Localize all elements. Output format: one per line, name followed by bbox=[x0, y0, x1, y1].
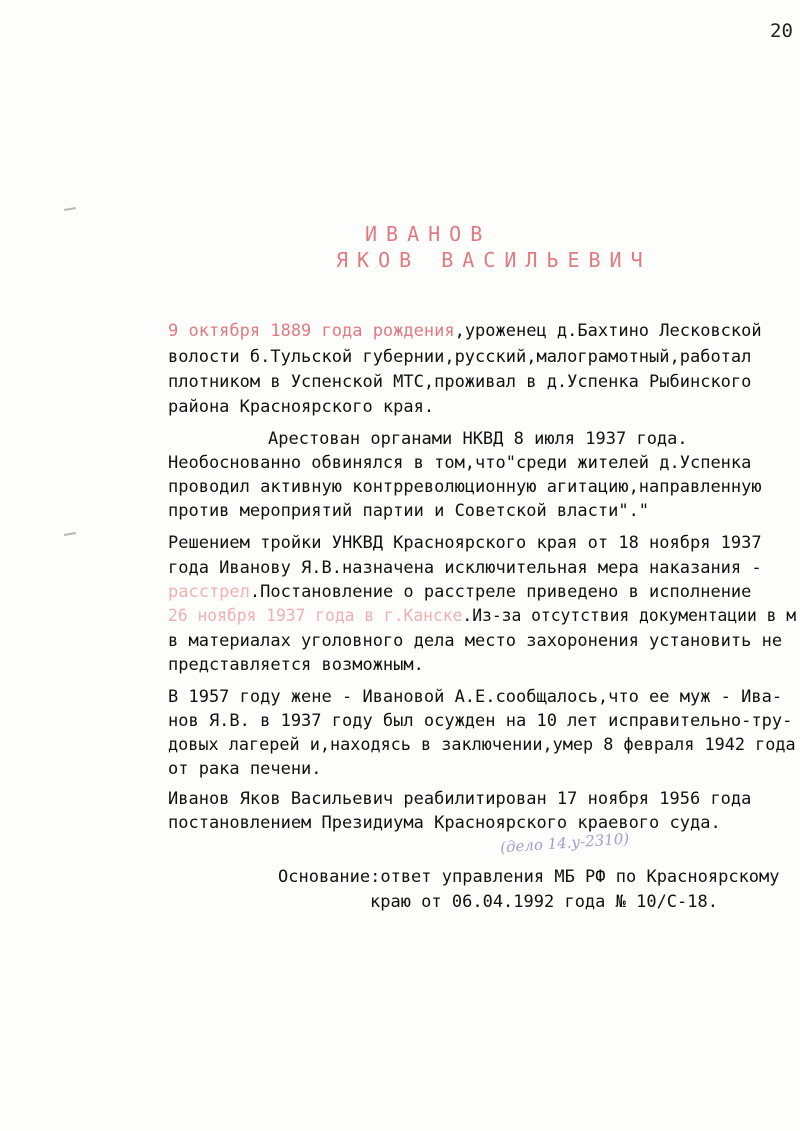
text-line: постановлением Президиума Красноярского краевого суда. bbox=[168, 813, 721, 833]
text-line: Решением тройки УНКВД Красноярского края от 18 ноября 1937 bbox=[168, 533, 762, 553]
text-line: против мероприятий партии и Советской власти"." bbox=[168, 501, 650, 521]
text-line: проводил активную контрреволюционную агитацию,направленную bbox=[168, 477, 762, 497]
basis-line: краю от 06.04.1992 года № 10/С-18. bbox=[370, 892, 718, 912]
text-line: Необоснованно обвинялся в том,что"среди жителей д.Успенка bbox=[168, 453, 752, 473]
margin-mark bbox=[64, 532, 76, 536]
execution-date-line bbox=[168, 605, 796, 627]
handwritten-case-number: (дело 14.у-2310) bbox=[499, 829, 630, 857]
sentence-line bbox=[168, 581, 751, 603]
execution-text: .Постановление о расстреле приведено в исполнение bbox=[249, 582, 752, 602]
person-first-and-patronymic: ЯКОВ ВАСИЛЬЕВИЧ bbox=[336, 248, 652, 272]
birth-date: 9 октября 1889 года рождения bbox=[168, 321, 455, 341]
text-line: довых лагерей и,находясь в заключении,умер 8 февраля 1942 года bbox=[168, 735, 796, 755]
text-line: года Иванову Я.В.назначена исключительная мера наказания - bbox=[168, 558, 762, 578]
basis-line: Основание:ответ управления МБ РФ по Красноярскому bbox=[278, 867, 780, 887]
arrest-line: Арестован органами НКВД 8 июля 1937 года. bbox=[268, 429, 688, 449]
sentence-word: расстрел bbox=[168, 582, 250, 602]
burial-text: .Из-за отсутствия документации в м bbox=[462, 606, 797, 626]
text-line: В 1957 году жене - Ивановой А.Е.сообщалось,что ее муж - Ива- bbox=[168, 687, 783, 707]
text-line: района Красноярского края. bbox=[168, 397, 435, 417]
birthplace-text: ,уроженец д.Бахтино Лесковской bbox=[454, 321, 762, 341]
text-line: от рака печени. bbox=[168, 759, 322, 779]
text-line: нов Я.В. в 1937 году был осужден на 10 лет исправительно-тру- bbox=[168, 711, 793, 731]
text-line: представляется возможным. bbox=[168, 655, 424, 675]
margin-mark bbox=[64, 207, 76, 211]
text-line: плотником в Успенской МТС,проживал в д.Успенка Рыбинского bbox=[168, 372, 752, 392]
text-line: в материалах уголовного дела место захоронения установить не bbox=[168, 631, 783, 651]
rehabilitation-line: Иванов Яков Васильевич реабилитирован 17 ноября 1956 года bbox=[168, 789, 752, 809]
person-surname: ИВАНОВ bbox=[365, 222, 492, 246]
page-number: 20 bbox=[770, 20, 793, 42]
text-line: волости б.Тульской губернии,русский,малограмотный,работал bbox=[168, 347, 752, 367]
paragraph-birth-line bbox=[168, 320, 762, 342]
execution-date: 26 ноября 1937 года в г.Канске bbox=[168, 606, 463, 626]
